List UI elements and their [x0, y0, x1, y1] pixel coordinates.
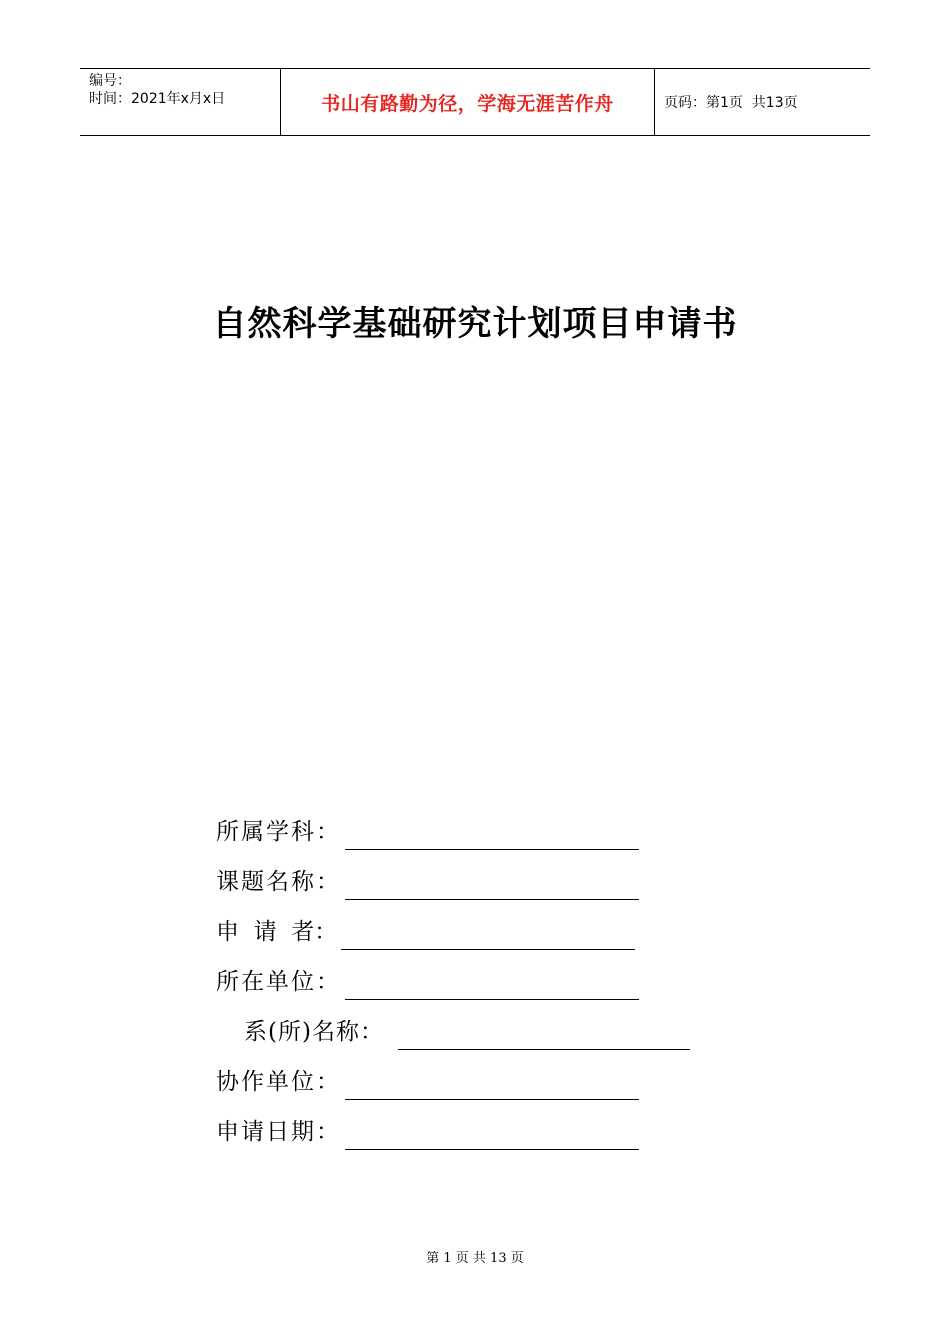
field-label: 所属学科：: [216, 819, 341, 845]
field-applicant: [216, 914, 635, 950]
field-blank-line[interactable]: [345, 1071, 639, 1100]
field-collaborator: [216, 1064, 639, 1100]
header-meta: [80, 69, 281, 135]
field-label: 所在单位：: [216, 969, 341, 995]
document-title: 自然科学基础研究计划项目申请书: [212, 304, 738, 344]
page-footer: 第 1 页 共 13 页: [426, 1251, 524, 1266]
field-blank-line[interactable]: [341, 921, 635, 950]
field-application-date: [216, 1114, 639, 1150]
field-label: 协作单位：: [216, 1069, 341, 1095]
header-motto: 书山有路勤为径，学海无涯苦作舟: [281, 69, 655, 135]
field-institution: [216, 964, 639, 1000]
header-time-label: 时间：2021年x月x日: [89, 91, 226, 107]
field-blank-line[interactable]: [345, 971, 639, 1000]
header-number-label: 编号：: [89, 73, 131, 89]
field-blank-line[interactable]: [345, 1121, 639, 1150]
field-blank-line[interactable]: [345, 871, 639, 900]
header-page-info: 页码：第1页 共13页: [664, 95, 798, 111]
field-label: 申 请 者：: [216, 919, 338, 945]
field-topic-name: [216, 864, 639, 900]
field-label: 课题名称：: [216, 869, 341, 895]
page-header: [80, 68, 870, 136]
field-department: [244, 1014, 690, 1050]
field-label: 系(所)名称：: [244, 1019, 384, 1045]
field-blank-line[interactable]: [398, 1021, 690, 1050]
field-label: 申请日期：: [216, 1119, 341, 1145]
field-subject: [216, 814, 639, 850]
field-blank-line[interactable]: [345, 821, 639, 850]
